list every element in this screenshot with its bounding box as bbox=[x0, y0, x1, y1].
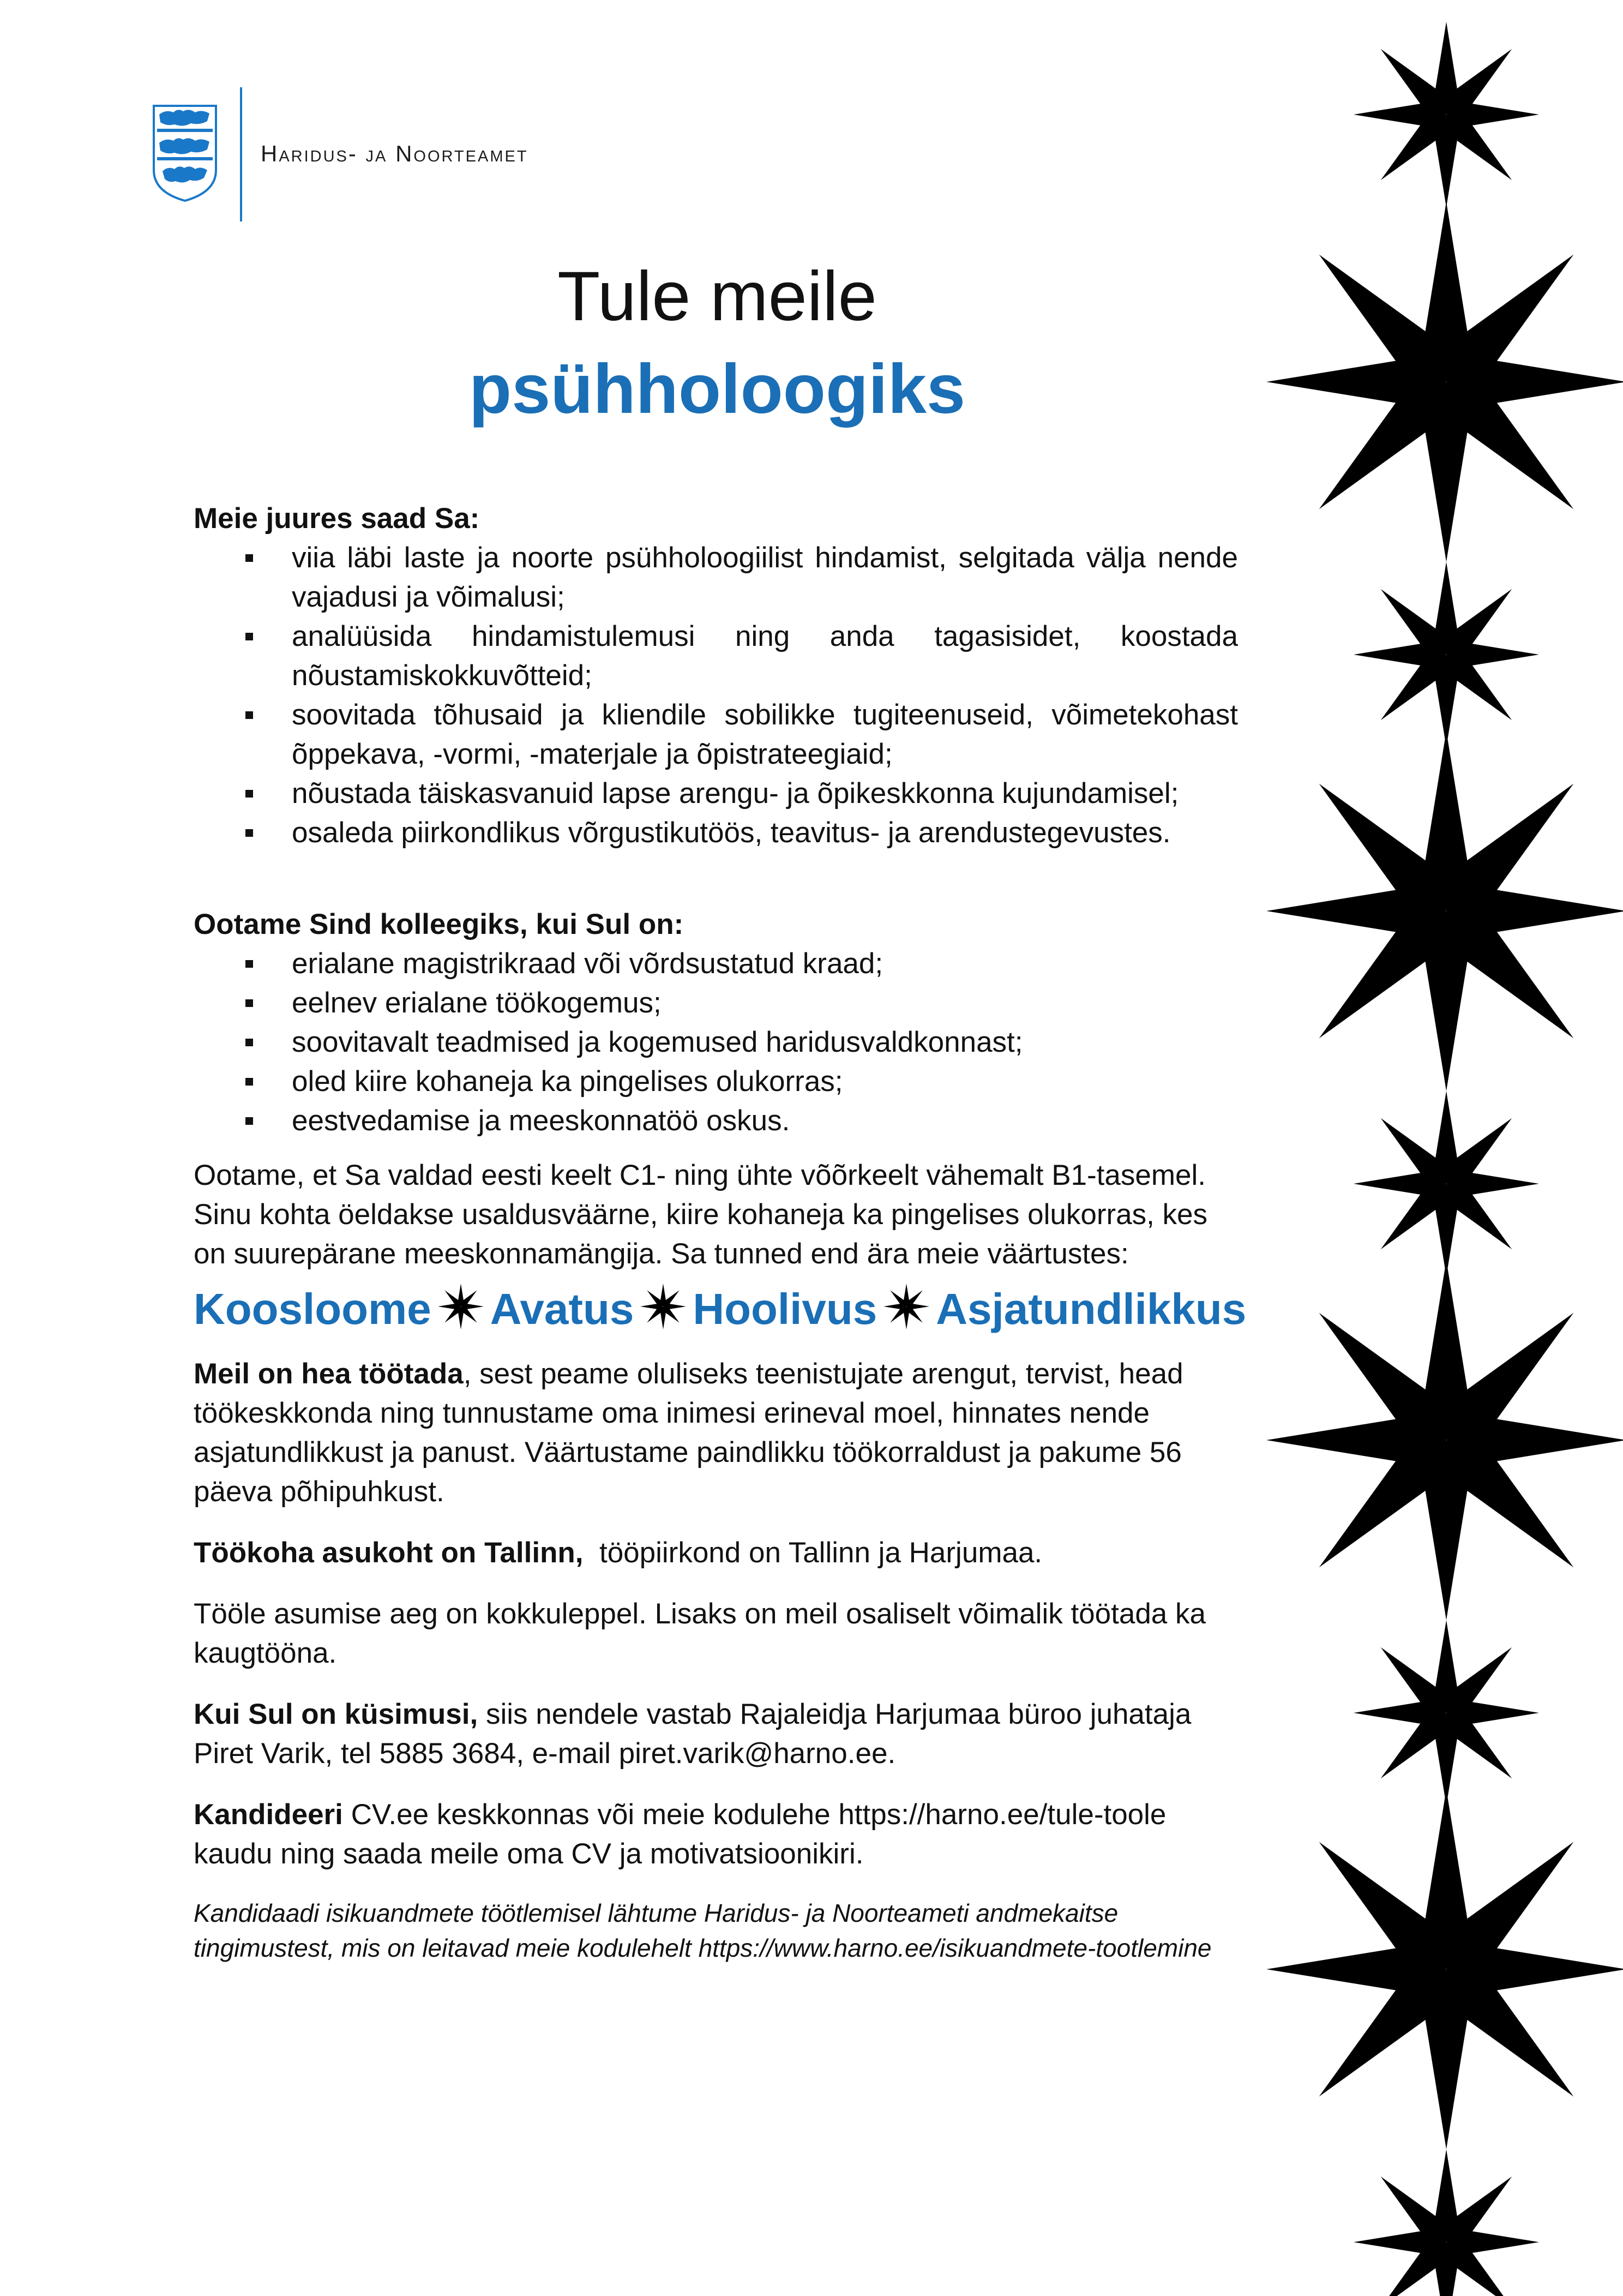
location-paragraph: Töökoha asukoht on Tallinn, tööpiirkond on Tallinn ja Harjumaa. bbox=[194, 1537, 1043, 1569]
value-koosloome: Koosloome bbox=[194, 1285, 431, 1333]
section-heading-offers: Meie juures saad Sa: bbox=[194, 502, 480, 535]
contact-paragraph: Kui Sul on küsimusi, siis nendele vastab Rajaleidja Harjumaa büroo juhataja Piret Varik, tel 5885 3684, e-mail piret.varik@harno.ee. bbox=[194, 1698, 1192, 1770]
list-item: eelnev erialane töökogemus; bbox=[194, 984, 1238, 1023]
list-item: soovitavalt teadmised ja kogemused haridusvaldkonnast; bbox=[194, 1023, 1238, 1062]
start-date-paragraph: Tööle asumise aeg on kokkuleppel. Lisaks on meil osaliselt võimalik töötada ka kaugtööna. bbox=[194, 1598, 1206, 1669]
benefits-paragraph: Meil on hea töötada, sest peame oluliseks teenistujate arengut, tervist, head töökeskkonda ning tunnustame oma inimesi erineval moel, hinnates nende asjatundlikkust ja panust. Väärtustame paindlikku töökorraldust ja pakume 56 päeva põhipuhkust. bbox=[194, 1358, 1183, 1508]
list-item: analüüsida hindamistulemusi ning anda tagasisidet, koostada nõustamiskokkuvõtteid; bbox=[194, 617, 1238, 696]
page-title-line2: psühholoogiks bbox=[468, 350, 966, 428]
list-item: oled kiire kohaneja ka pingelises olukorras; bbox=[194, 1062, 1238, 1101]
intro-paragraph: Ootame, et Sa valdad eesti keelt C1- ning ühte võõrkeelt vähemalt B1-tasemel. Sinu kohta öeldakse usaldusväärne, kiire kohaneja ka pingelises olukorras, kes on suurepärane meeskonnamängija. Sa tunned end ära meie väärtustes: bbox=[194, 1159, 1208, 1270]
coat-of-arms-icon bbox=[152, 105, 218, 202]
cornflower-star-icon bbox=[1354, 22, 1539, 207]
job-ad-body bbox=[194, 499, 1247, 1965]
cornflower-star-icon bbox=[1354, 2149, 1539, 2296]
list-item: nõustada täiskasvanuid lapse arengu- ja õpikeskkonna kujundamisel; bbox=[194, 774, 1238, 813]
list-item: erialane magistrikraad või võrdsustatud kraad; bbox=[194, 944, 1238, 984]
cornflower-star-icon bbox=[640, 1284, 686, 1329]
page-title-line1: Tule meile bbox=[557, 257, 877, 335]
value-hoolivus: Hoolivus bbox=[693, 1285, 877, 1333]
privacy-footnote: Kandidaadi isikuandmete töötlemisel lähtume Haridus- ja Noorteameti andmekaitse tingimustest, mis on leitavad meie kodulehelt https://www.harno.ee/isikuandmete-tootlemine bbox=[194, 1899, 1212, 1962]
list-item: viia läbi laste ja noorte psühholoogiilist hindamist, selgitada välja nende vajadusi ja võimalusi; bbox=[194, 538, 1238, 617]
offers-list bbox=[194, 538, 1238, 853]
cornflower-star-icon bbox=[883, 1284, 929, 1329]
requirements-list bbox=[194, 944, 1238, 1141]
cornflower-star-icon bbox=[438, 1284, 484, 1329]
value-avatus: Avatus bbox=[490, 1285, 634, 1333]
list-item: eestvedamise ja meeskonnatöö oskus. bbox=[194, 1101, 1238, 1141]
cornflower-star-icon bbox=[1354, 1091, 1539, 1276]
header-divider bbox=[240, 87, 242, 221]
cornflower-star-icon bbox=[1266, 1789, 1623, 2149]
cornflower-star-icon bbox=[1266, 731, 1623, 1091]
cornflower-star-icon bbox=[1266, 1260, 1623, 1620]
value-asjatundlikkus: Asjatundlikkus bbox=[936, 1285, 1247, 1333]
apply-paragraph: Kandideeri CV.ee keskkonnas või meie kodulehe https://harno.ee/tule-toole kaudu ning saada meile oma CV ja motivatsioonikiri. bbox=[194, 1799, 1167, 1870]
cornflower-star-icon bbox=[1354, 1620, 1539, 1806]
section-heading-requirements: Ootame Sind kolleegiks, kui Sul on: bbox=[194, 908, 684, 940]
values-row bbox=[194, 1279, 1247, 1339]
list-item: osaleda piirkondlikus võrgustikutöös, teavitus- ja arendustegevustes. bbox=[194, 813, 1238, 853]
list-item: soovitada tõhusaid ja kliendile sobilikke tugiteenuseid, võimetekohast õppekava, -vormi, -materjale ja õpistrateegiaid; bbox=[194, 696, 1238, 774]
cornflower-star-icon bbox=[1354, 562, 1539, 747]
organization-name: Haridus- ja Noorteamet bbox=[261, 141, 528, 166]
